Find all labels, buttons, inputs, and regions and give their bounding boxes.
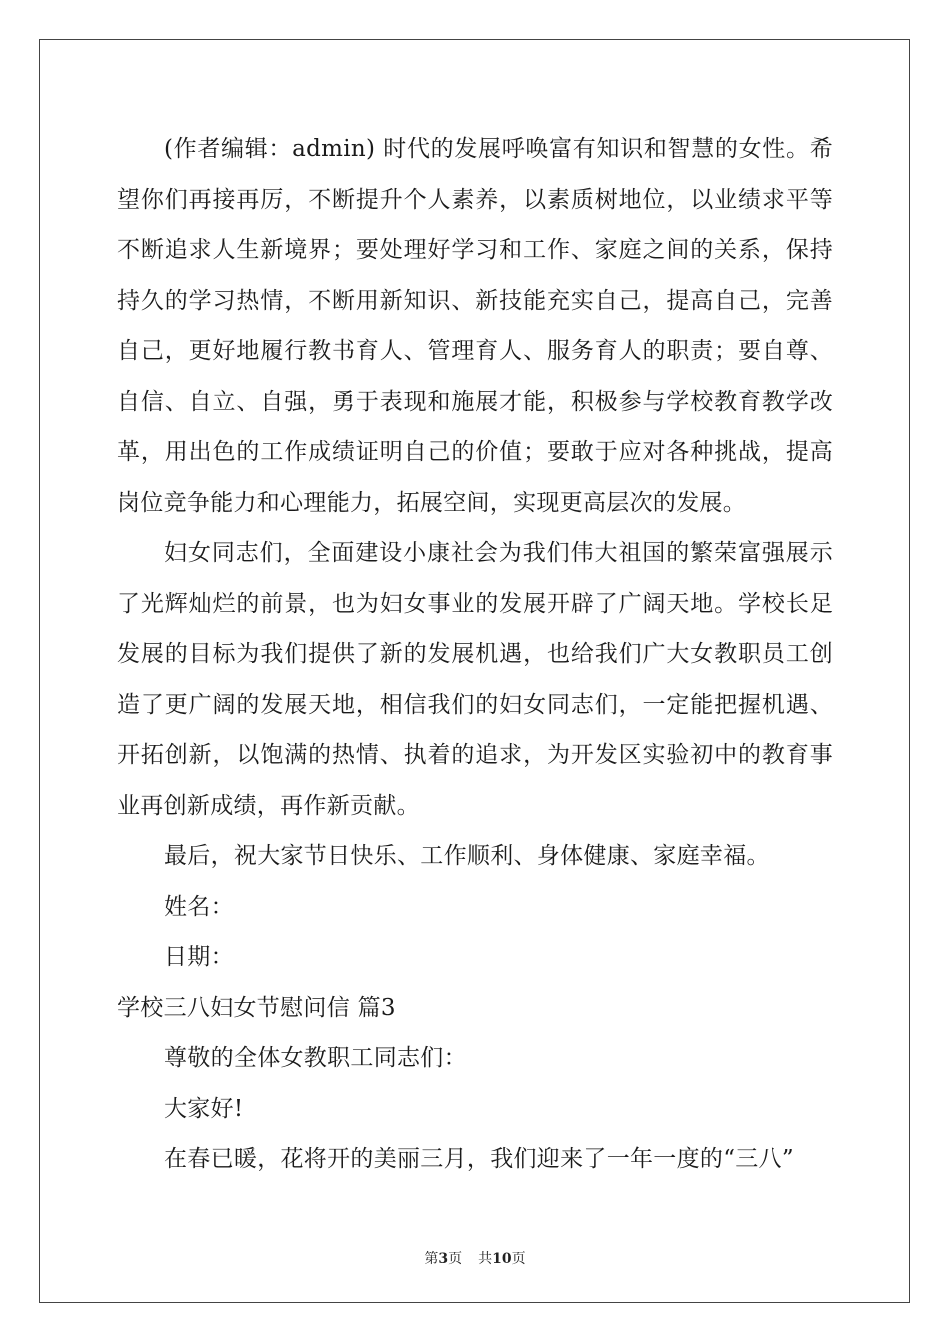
paragraph-holiday-wishes: 最后，祝大家节日快乐、工作顺利、身体健康、家庭幸福。: [164, 843, 770, 869]
greeting: 大家好!: [164, 1095, 244, 1122]
document-body: [117, 124, 833, 1185]
name-field-label: 姓名：: [164, 893, 234, 920]
footer-prefix: 第: [424, 1251, 439, 1267]
total-page-count: 10: [492, 1251, 512, 1267]
paragraph-opening: 在春已暖，花将开的美丽三月，我们迎来了一年一度的“三八”: [164, 1146, 794, 1172]
page-footer: [0, 1248, 950, 1268]
paragraph-women-comrades: 妇女同志们，全面建设小康社会为我们伟大祖国的繁荣富强展示了光辉灿烂的前景，也为妇女事业的发展开辟了广阔天地。学校长足发展的目标为我们提供了新的发展机遇，也给我们广大女教职员工创造了更广阔的发展天地，相信我们的妇女同志们，一定能把握机遇、开拓创新，以饱满的热情、执着的追求，为开发区实验初中的教育事业再创新成绩，再作新贡献。: [117, 540, 833, 819]
footer-total-suffix: 页: [511, 1251, 526, 1267]
footer-page-suffix: 页: [448, 1251, 463, 1267]
current-page-number: 3: [438, 1251, 449, 1267]
salutation: 尊敬的全体女教职工同志们：: [164, 1045, 467, 1071]
date-field-label: 日期：: [164, 944, 234, 970]
footer-total-prefix: 共: [478, 1251, 493, 1267]
paragraph-closing-message: (作者编辑：admin) 时代的发展呼唤富有知识和智慧的女性。希望你们再接再厉，不断提升个人素养，以素质树地位，以业绩求平等不断追求人生新境界；要处理好学习和工作、家庭之间的关系，保持持久的学习热情，不断用新知识、新技能充实自己，提高自己，完善自己，更好地履行教书育人、管理育人、服务育人的职责；要自尊、自信、自立、自强，勇于表现和施展才能，积极参与学校教育教学改革，用出色的工作成绩证明自己的价值；要敢于应对各种挑战，提高岗位竞争能力和心理能力，拓展空间，实现更高层次的发展。: [117, 136, 833, 516]
section-title: 学校三八妇女节慰问信 篇3: [117, 994, 396, 1021]
